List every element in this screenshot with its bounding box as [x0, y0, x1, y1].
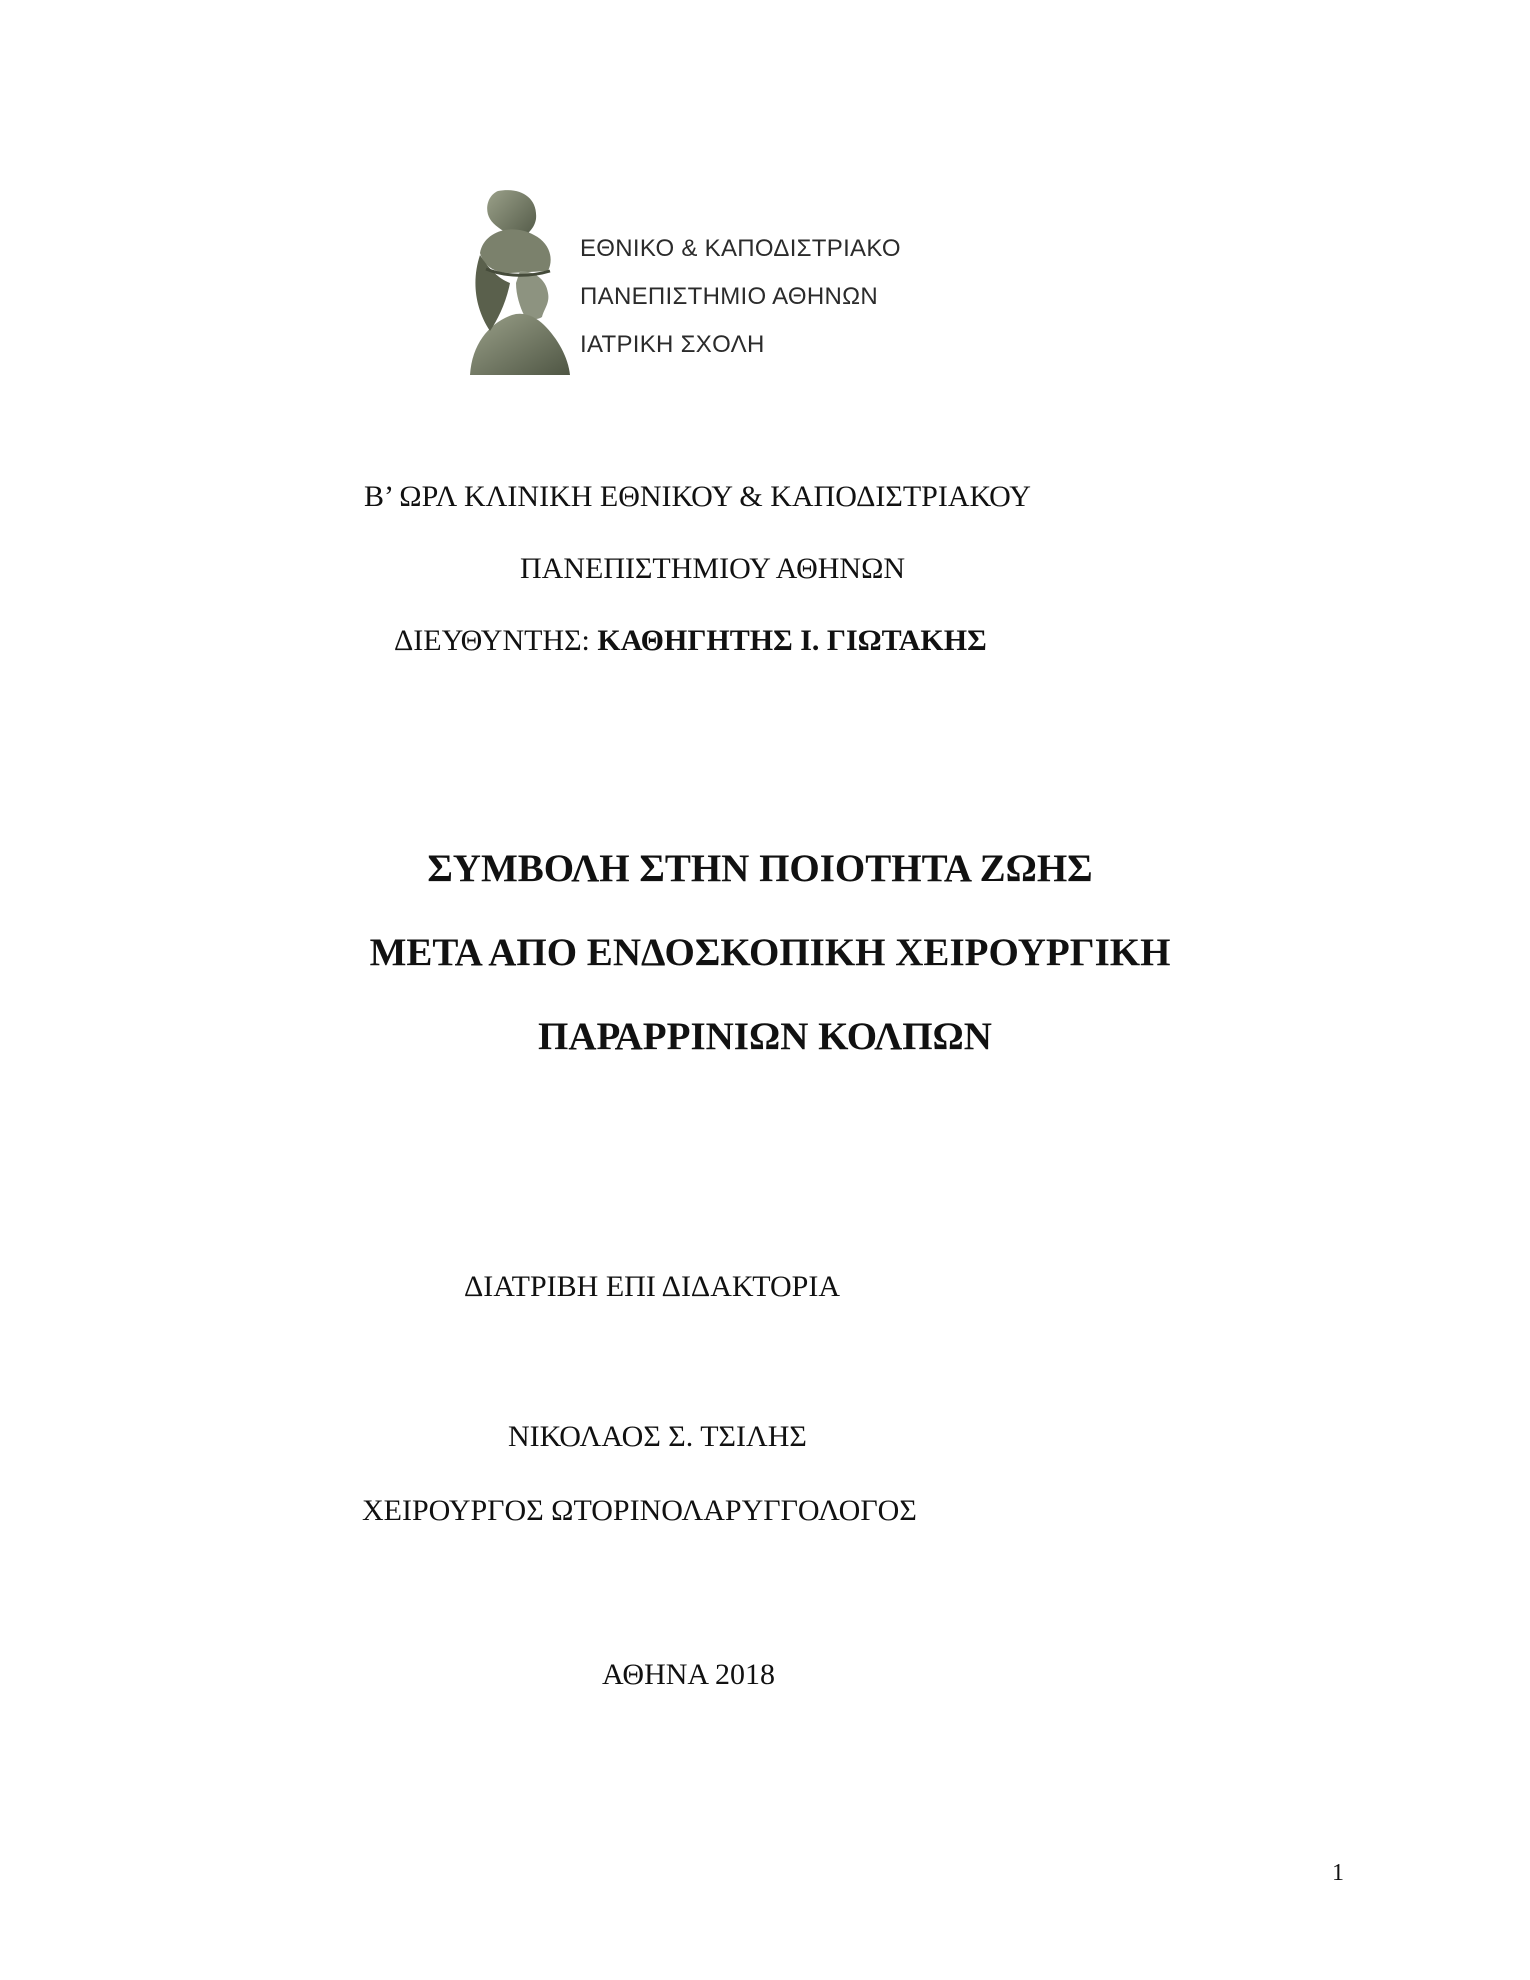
athena-emblem-icon	[450, 183, 580, 375]
director-label: ΔΙΕΥΘΥΝΤΗΣ:	[394, 624, 598, 657]
page-number: 1	[1332, 1860, 1344, 1886]
dissertation-type: ΔΙΑΤΡΙΒΗ ΕΠΙ ΔΙΔΑΚΤΟΡΙΑ	[464, 1270, 841, 1303]
logo-university-city-line: ΠΑΝΕΠΙΣΤΗΜΙΟ ΑΘΗΝΩΝ	[580, 283, 878, 310]
thesis-title-line-1: ΣΥΜΒΟΛΗ ΣΤΗΝ ΠΟΙΟΤΗΤΑ ΖΩΗΣ	[427, 847, 1093, 890]
author-role: ΧΕΙΡΟΥΡΓΟΣ ΩΤΟΡΙΝΟΛΑΡΥΓΓΟΛΟΓΟΣ	[362, 1494, 917, 1527]
clinic-university-line: ΠΑΝΕΠΙΣΤΗΜΙΟΥ ΑΘΗΝΩΝ	[520, 552, 906, 585]
clinic-director-line	[394, 624, 987, 658]
logo-school-line: ΙΑΤΡΙΚΗ ΣΧΟΛΗ	[580, 331, 765, 358]
thesis-title-line-3: ΠΑΡΑΡΡΙΝΙΩΝ ΚΟΛΠΩΝ	[538, 1015, 992, 1058]
place-year: ΑΘΗΝΑ 2018	[602, 1658, 775, 1691]
clinic-name-line: Β’ ΩΡΛ ΚΛΙΝΙΚΗ ΕΘΝΙΚΟΥ & ΚΑΠΟΔΙΣΤΡΙΑΚΟΥ	[364, 480, 1031, 513]
director-name: ΚΑΘΗΓΗΤΗΣ Ι. ΓΙΩΤΑΚΗΣ	[597, 624, 987, 657]
thesis-title-line-2: ΜΕΤΑ ΑΠΟ ΕΝΔΟΣΚΟΠΙΚΗ ΧΕΙΡΟΥΡΓΙΚΗ	[369, 931, 1171, 974]
logo-university-name-line: ΕΘΝΙΚΟ & ΚΑΠΟΔΙΣΤΡΙΑΚΟ	[580, 235, 901, 262]
author-name: ΝΙΚΟΛΑΟΣ Σ. ΤΣΙΛΗΣ	[508, 1420, 807, 1453]
university-logo	[450, 183, 960, 375]
